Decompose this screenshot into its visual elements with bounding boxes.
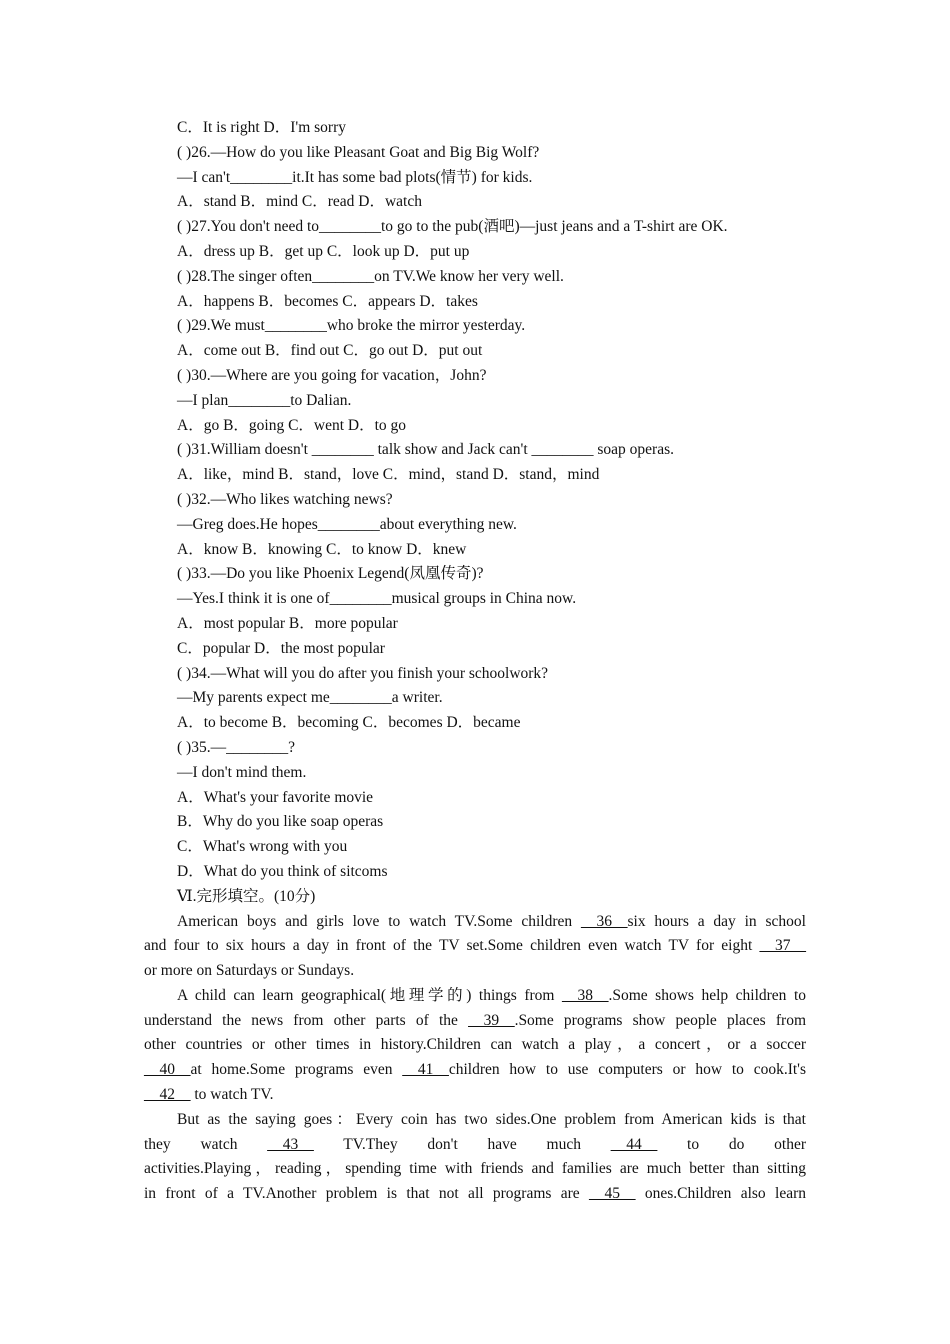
passage-line	[144, 1033, 806, 1058]
text-line: —Yes.I think it is one of________musical groups in China now.	[177, 590, 577, 608]
blank-45: __45__	[589, 1185, 636, 1203]
passage-line	[144, 910, 806, 935]
passage-text: in front of a TV.Another problem is that not all programs are	[144, 1185, 590, 1203]
passage-line	[144, 984, 806, 1009]
blank-37: __37__	[759, 937, 806, 955]
passage-text: children how to use computers or how to cook.It's	[448, 1061, 806, 1079]
question-26: ( )26.—How do you like Pleasant Goat and Big Big Wolf?	[177, 143, 540, 161]
passage-text: activities.Playing，reading，spending time with friends and families are much better than sitting	[144, 1160, 806, 1178]
passage-text: or more on Saturdays or Sundays.	[144, 962, 355, 980]
passage-text: they watch	[144, 1135, 268, 1153]
passage-text: .Some shows help children to	[608, 986, 806, 1004]
question-31: ( )31.William doesn't ________ talk show and Jack can't ________ soap operas.	[177, 441, 674, 459]
passage-text: A child can learn geographical(地理学的) things from	[177, 986, 562, 1004]
question-34: ( )34.—What will you do after you finish your schoolwork?	[177, 664, 549, 682]
text-line: —I plan________to Dalian.	[177, 391, 352, 409]
exam-content	[144, 116, 806, 1207]
text-line: —I don't mind them.	[177, 763, 307, 781]
text-line: —I can't________it.It has some bad plots(情节) for kids.	[177, 168, 533, 186]
passage-text: understand the news from other parts of the	[144, 1011, 469, 1029]
blank-36: __36__	[580, 912, 628, 930]
passage-text: at home.Some programs even	[190, 1061, 403, 1079]
blank-39: __39__	[468, 1011, 515, 1029]
passage-text: .Some programs show people places from	[514, 1011, 806, 1029]
section-heading: Ⅵ.完形填空。(10分)	[177, 887, 316, 905]
text-line: —Greg does.He hopes________about everything new.	[177, 515, 517, 533]
passage-line	[144, 1108, 806, 1133]
options-line: A．to become B．becoming C．becomes D．became	[177, 714, 521, 732]
passage-text: to watch TV.	[190, 1086, 274, 1104]
question-35: ( )35.—________?	[177, 738, 295, 756]
question-29: ( )29.We must________who broke the mirror yesterday.	[177, 317, 526, 335]
options-line: A．stand B．mind C．read D．watch	[177, 193, 422, 211]
passage-line	[144, 1058, 806, 1083]
blank-38: __38__	[561, 986, 609, 1004]
options-line: A．come out B．find out C．go out D．put out	[177, 342, 483, 360]
options-line: A．dress up B．get up C．look up D．put up	[177, 242, 470, 260]
options-line: A．most popular B．more popular	[177, 614, 398, 632]
passage-line	[144, 934, 806, 959]
blank-40: __40__	[144, 1061, 191, 1079]
passage-text: ones.Children also learn	[635, 1185, 806, 1203]
passage-line	[144, 1182, 806, 1207]
passage-text: to do other	[657, 1135, 807, 1153]
text-line: C．It is right D．I'm sorry	[177, 119, 346, 136]
text-line: —My parents expect me________a writer.	[177, 689, 443, 707]
options-line: A．go B．going C．went D．to go	[177, 416, 407, 434]
passage-line	[144, 1157, 806, 1182]
blank-41: __41__	[402, 1061, 449, 1079]
passage-text: other countries or other times in history.Children can watch a play，a concert，or a soccer	[144, 1036, 806, 1054]
blank-44: __44__	[610, 1135, 658, 1153]
option-c: C．What's wrong with you	[177, 838, 348, 856]
blank-42: __42__	[144, 1086, 191, 1104]
passage-line	[144, 959, 806, 984]
passage-text: six hours a day in school	[627, 912, 806, 930]
passage-text: TV.They don't have much	[313, 1135, 611, 1153]
passage-text: American boys and girls love to watch TV.Some children	[177, 912, 581, 930]
passage-line	[144, 1009, 806, 1034]
option-d: D．What do you think of sitcoms	[177, 862, 388, 880]
options-line: C．popular D．the most popular	[177, 639, 385, 657]
passage-text: But as the saying goes：Every coin has two sides.One problem from American kids is that	[177, 1110, 806, 1128]
question-27: ( )27.You don't need to________to go to the pub(酒吧)—just jeans and a T-shirt are OK.	[177, 218, 728, 236]
question-33: ( )33.—Do you like Phoenix Legend(凤凰传奇)?	[177, 565, 484, 583]
passage-line	[144, 1083, 806, 1108]
question-30: ( )30.—Where are you going for vacation，John?	[177, 366, 487, 384]
options-line: A．happens B．becomes C．appears D．takes	[177, 292, 478, 310]
blank-43: __43__	[267, 1135, 314, 1153]
passage-text: and four to six hours a day in front of the TV set.Some children even watch TV for eight	[144, 937, 760, 955]
options-line: A．like，mind B．stand，love C．mind，stand D．stand，mind	[177, 466, 600, 484]
option-b: B．Why do you like soap operas	[177, 813, 384, 831]
options-line: A．know B．knowing C．to know D．knew	[177, 540, 467, 558]
passage-line	[144, 1133, 806, 1158]
question-32: ( )32.—Who likes watching news?	[177, 490, 393, 508]
option-a: A．What's your favorite movie	[177, 788, 374, 806]
question-28: ( )28.The singer often________on TV.We know her very well.	[177, 267, 564, 285]
